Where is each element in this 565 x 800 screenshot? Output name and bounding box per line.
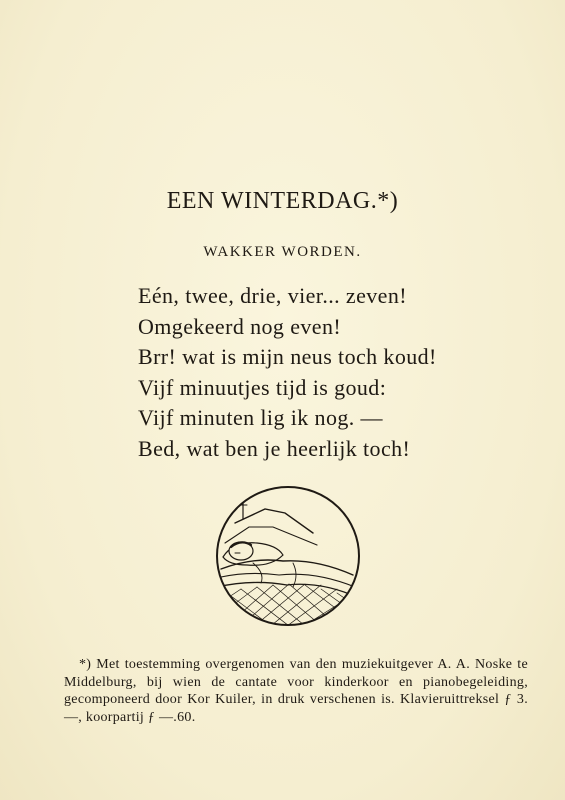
poem xyxy=(138,281,458,464)
poem-line: Brr! wat is mijn neus toch koud! xyxy=(138,344,437,369)
footnote: *) Met toestemming overgenomen van den muziekuitgever A. A. Noske te Middelburg, bij wien de cantate voor kinderkoor en pianobegeleiding, gecomponeerd door Kor Kuiler, in druk verschenen is. Klavieruittreksel ƒ 3.—, koorpartij ƒ —.60. xyxy=(64,657,528,725)
child-sleeping-in-bed-vignette-icon xyxy=(213,483,363,629)
poem-subtitle: WAKKER WORDEN. xyxy=(203,244,362,260)
poem-line: Omgekeerd nog even! xyxy=(138,313,342,339)
poem-line: Vijf minuutjes tijd is goud: xyxy=(138,374,387,400)
poem-line: Eén, twee, drie, vier... zeven! xyxy=(138,283,407,308)
poem-line: Bed, wat ben je heerlijk toch! xyxy=(138,435,411,461)
page-title: EEN WINTERDAG.*) xyxy=(166,188,399,214)
poem-line: Vijf minuten lig ik nog. — xyxy=(138,405,383,430)
